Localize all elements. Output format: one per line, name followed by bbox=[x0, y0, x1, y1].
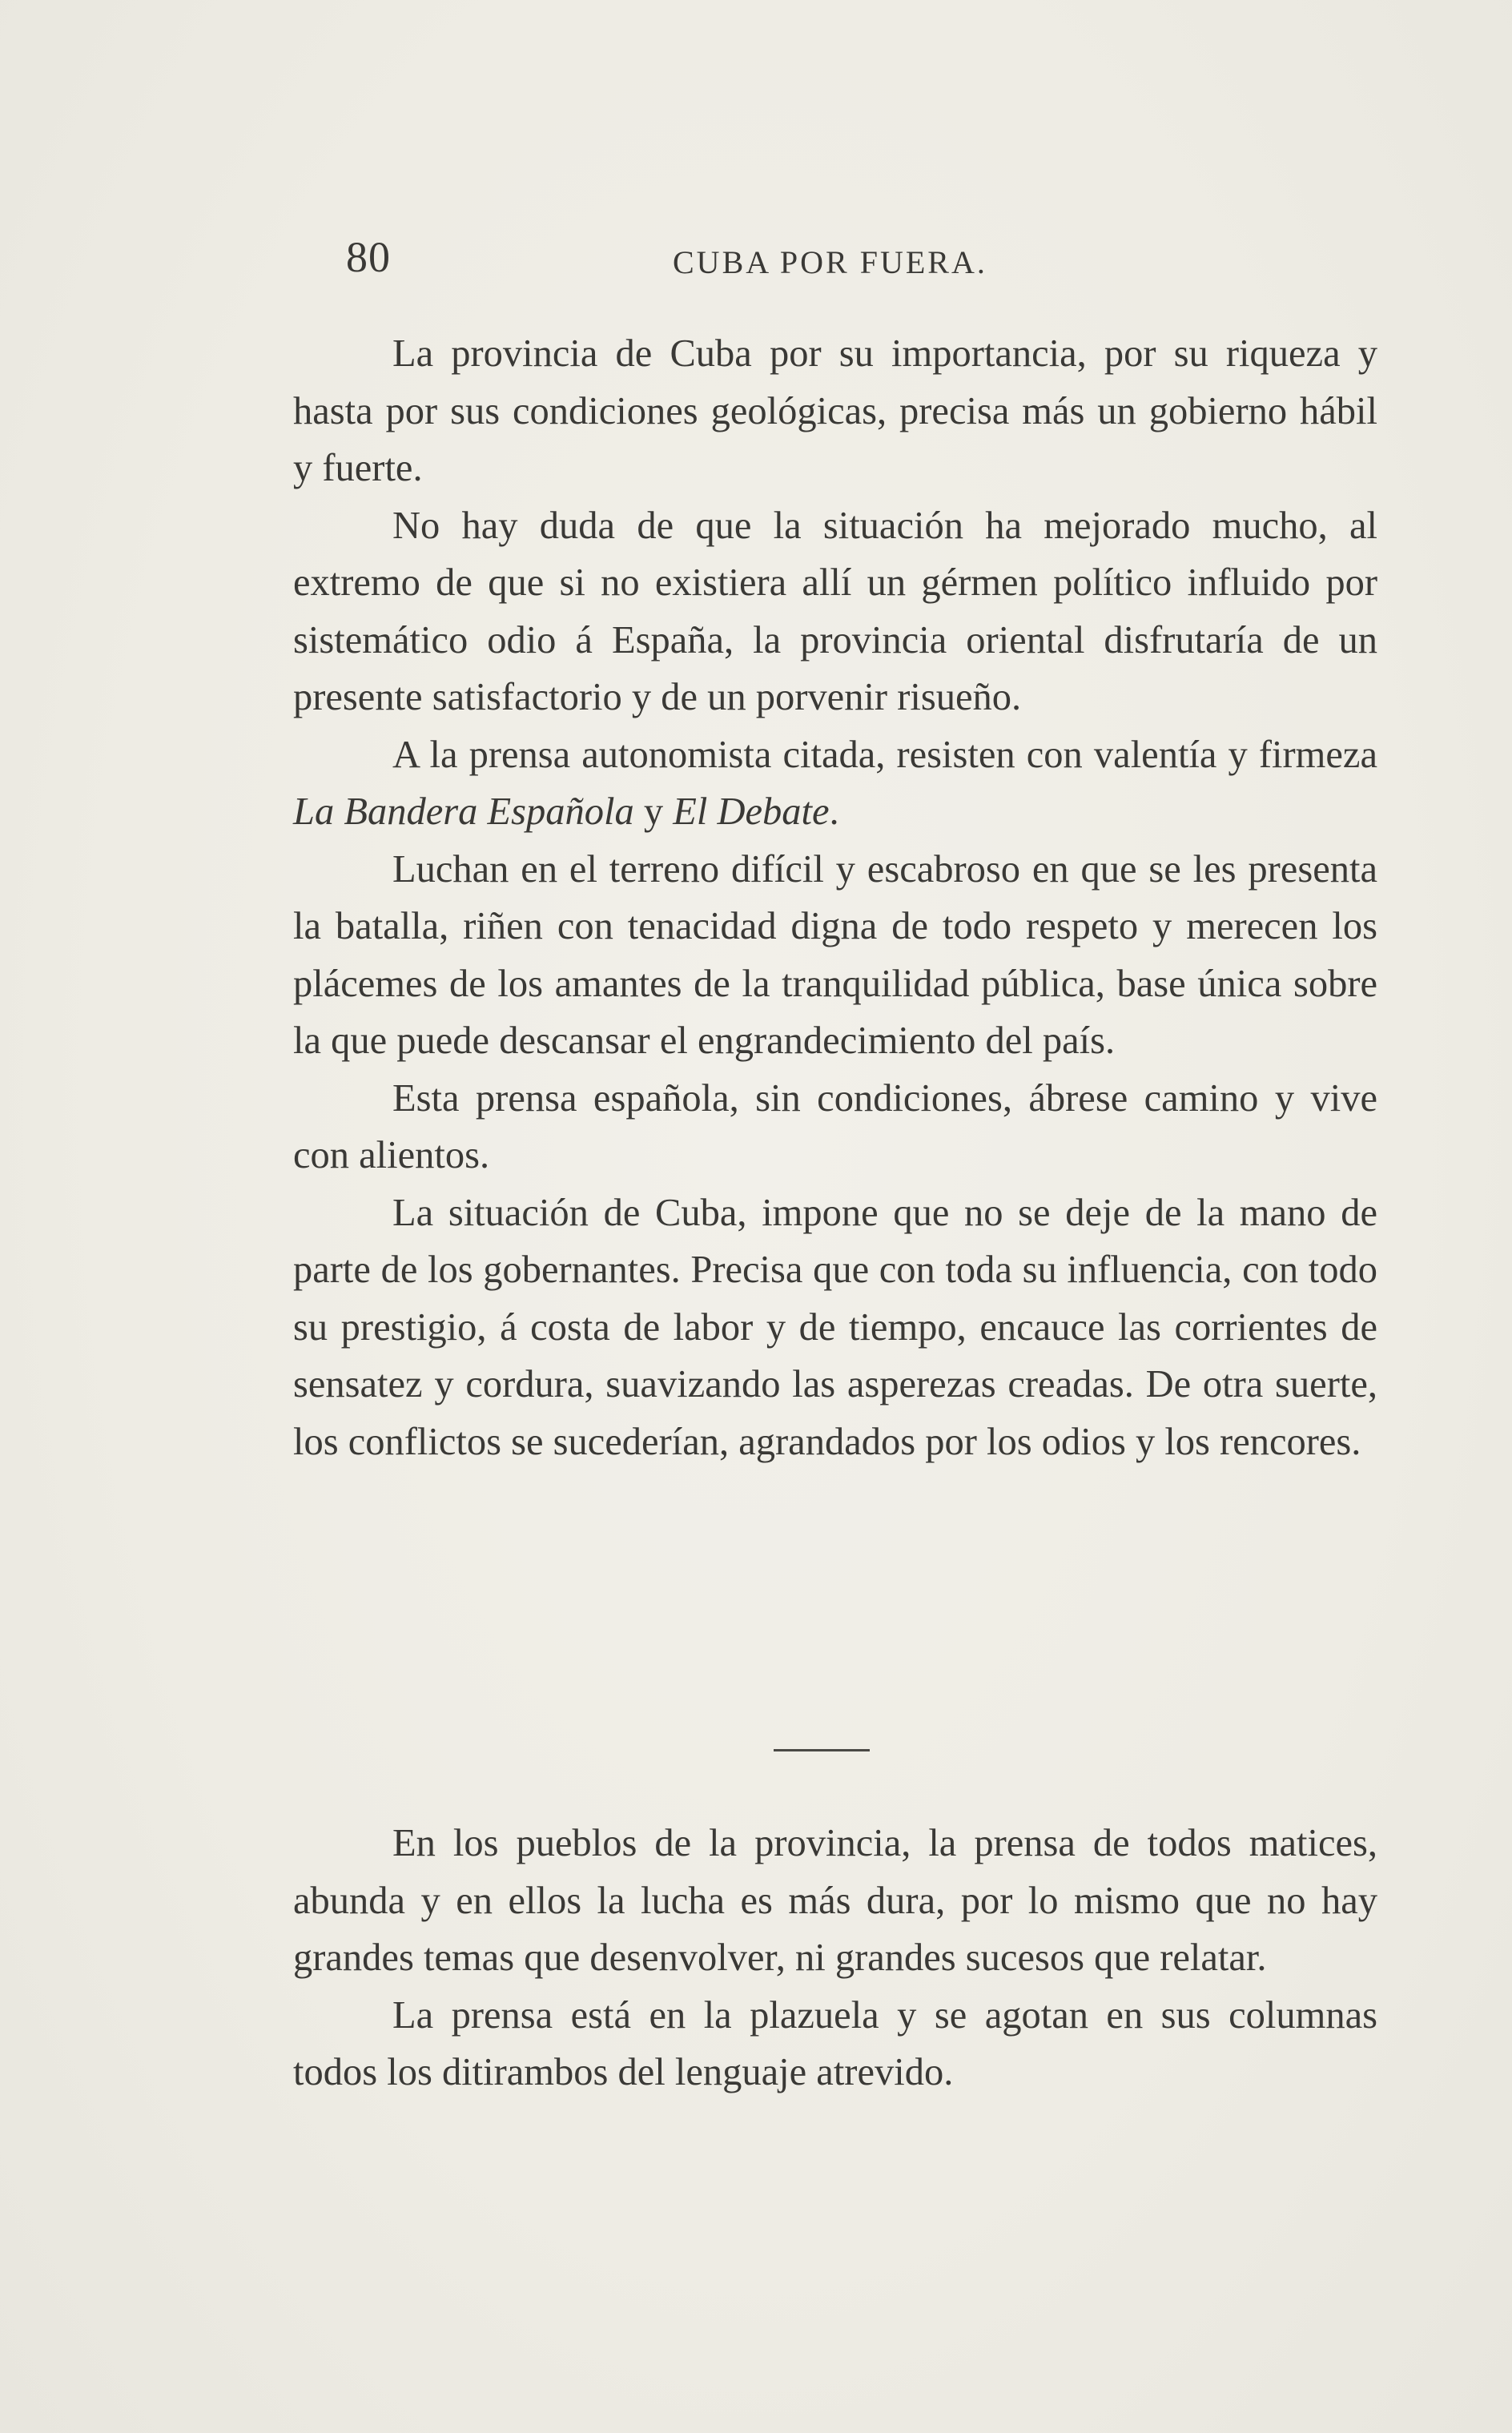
paragraph-3-lead: A la prensa autonomista citada, resisten con valentía y firmeza bbox=[392, 733, 1377, 776]
paragraph-3-conj: y bbox=[633, 790, 674, 833]
paragraph-3 bbox=[293, 726, 1377, 841]
newspaper-title-bandera: La Bandera Española bbox=[293, 790, 634, 833]
paragraph-8: La prensa está en la plazuela y se agotan en sus columnas todos los ditirambos del lenguaje atrevido. bbox=[293, 1993, 1377, 2093]
paragraph-1: La provincia de Cuba por su importancia, por su riqueza y hasta por sus condiciones geológicas, precisa más un gobierno hábil y fuerte. bbox=[293, 332, 1377, 489]
paragraph-2: No hay duda de que la situación ha mejorado mucho, al extremo de que si no existiera allí un gérmen político influido por sistemático odio á España, la provincia oriental disfrutaría de un presente satisfactorio y de un porvenir risueño. bbox=[293, 504, 1377, 718]
running-title: CUBA POR FUERA. bbox=[673, 244, 987, 280]
body-text bbox=[293, 325, 1377, 1470]
paragraph-4: Luchan en el terreno difícil y escabroso en que se les presenta la batalla, riñen con tenacidad digna de todo respeto y merecen los plácemes de los amantes de la tranquilidad pública, base única sobre la que puede descansar el engrandecimiento del país. bbox=[293, 847, 1377, 1062]
page-number: 80 bbox=[346, 233, 391, 281]
paragraph-3-end: . bbox=[829, 790, 839, 833]
body-text-continued bbox=[293, 1815, 1377, 2101]
paragraph-7: En los pueblos de la provincia, la prensa de todos matices, abunda y en ellos la lucha es más dura, por lo mismo que no hay grandes temas que desenvolver, ni grandes sucesos que relatar. bbox=[293, 1822, 1377, 1979]
section-separator bbox=[774, 1749, 870, 1751]
paragraph-6: La situación de Cuba, impone que no se deje de la mano de parte de los gobernantes. Precisa que con toda su influencia, con todo su prestigio, á costa de labor y de tiempo, encauce las corrientes de sensatez y cordura, suavizando las asperezas creadas. De otra suerte, los conflictos se sucederían, agrandados por los odios y los rencores. bbox=[293, 1191, 1377, 1463]
newspaper-title-debate: El Debate bbox=[673, 790, 830, 833]
paragraph-5: Esta prensa española, sin condiciones, ábrese camino y vive con alientos. bbox=[293, 1076, 1377, 1176]
running-head bbox=[346, 232, 1379, 280]
